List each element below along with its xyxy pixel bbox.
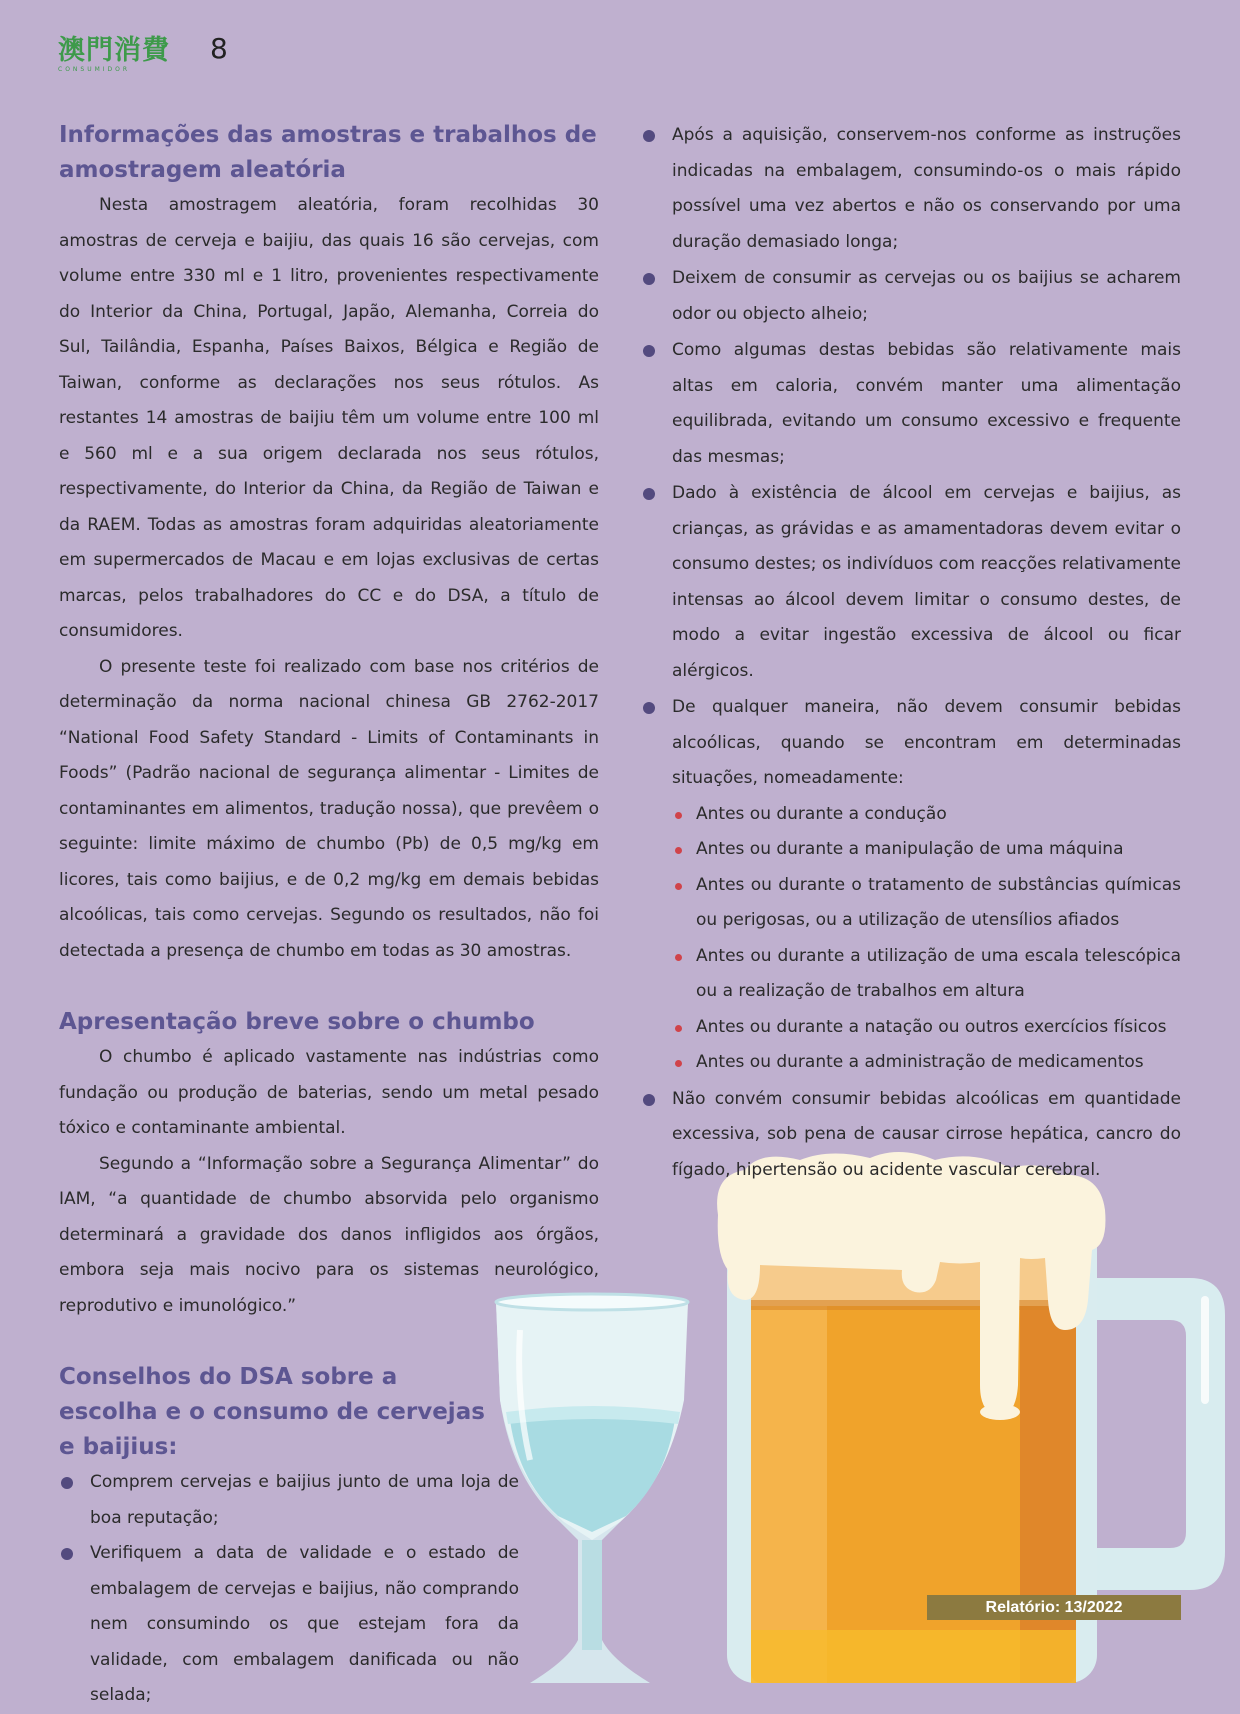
page-number: 8 [210, 32, 228, 65]
situations-list [672, 797, 1181, 1081]
lead-heading: Apresentação breve sobre o chumbo [59, 1009, 535, 1035]
lead-paragraph-2: Segundo a “Informação sobre a Segurança Alimentar” do IAM, “a quantidade de chumbo absorvida pelo organismo determinará a gravidade dos danos infligidos aos órgãos, embora seja mais nocivo para os sistemas neurológico, reprodutivo e imunológico.” [59, 1153, 599, 1316]
lead-paragraph-1: O chumbo é aplicado vastamente nas indústrias como fundação ou produção de baterias, sendo um metal pesado tóxico e contaminante ambiental. [59, 1047, 599, 1138]
situation-item: Antes ou durante o tratamento de substâncias químicas ou perigosas, ou a utilização de utensílios afiados [672, 868, 1181, 939]
list-item-text: De qualquer maneira, não devem consumir bebidas alcoólicas, quando se encontram em determinadas situações, nomeadamente: [672, 697, 1181, 788]
samples-paragraph-1: Nesta amostragem aleatória, foram recolhidas 30 amostras de cerveja e baijiu, das quais 16 são cervejas, com volume entre 330 ml e 1 litro, provenientes respectivamente do Interior da China, Portugal, Japão, Alemanha, Correia do Sul, Tailândia, Espanha, Países Baixos, Bélgica e Região de Taiwan, conforme as declarações nos seus rótulos. As restantes 14 amostras de baijiu têm um volume entre 100 ml e 560 ml e a sua origem declarada nos seus rótulos, respectivamente, do Interior da China, da Região de Taiwan e da RAEM. Todas as amostras foram adquiridas aleatoriamente em supermercados de Macau e em lojas exclusivas de certas marcas, pelos trabalhadores do CC e do DSA, a título de consumidores. [59, 195, 599, 641]
list-item: Deixem de consumir as cervejas ou os baijius se acharem odor ou objecto alheio; [641, 261, 1181, 332]
situation-item: Antes ou durante a natação ou outros exercícios físicos [672, 1010, 1181, 1046]
right-column [641, 118, 1181, 1189]
situation-item: Antes ou durante a administração de medicamentos [672, 1045, 1181, 1081]
advice-heading: Conselhos do DSA sobre a escolha e o consumo de cervejas e baijius: [59, 1364, 485, 1460]
list-item: Verifiquem a data de validade e o estado de embalagem de cervejas e baijius, não comprando nem consumindo os que estejam fora da validade, com embalagem danificada ou não selada; [59, 1536, 519, 1714]
samples-heading: Informações das amostras e trabalhos de amostragem aleatória [59, 122, 597, 183]
list-item: Dado à existência de álcool em cervejas e baijius, as crianças, as grávidas e as amamentadoras devem evitar o consumo destes; os indivíduos com reacções relativamente intensas ao álcool devem limitar o consumo destes, de modo a evitar ingestão excessiva de álcool ou ficar alérgicos. [641, 476, 1181, 689]
list-item: Como algumas destas bebidas são relativamente mais altas em caloria, convém manter uma alimentação equilibrada, evitando um consumo excessivo e frequente das mesmas; [641, 333, 1181, 475]
situation-item: Antes ou durante a manipulação de uma máquina [672, 832, 1181, 868]
logo [58, 36, 170, 76]
list-item: Comprem cervejas e baijius junto de uma loja de boa reputação; [59, 1465, 519, 1536]
list-item: Após a aquisição, conservem-nos conforme as instruções indicadas na embalagem, consumindo-os o mais rápido possível uma vez abertos e não os conservando por uma duração demasiado longa; [641, 118, 1181, 260]
logo-subtext: CONSUMIDOR [58, 66, 131, 73]
list-item: Não convém consumir bebidas alcoólicas em quantidade excessiva, sob pena de causar cirrose hepática, cancro do fígado, hipertensão ou acidente vascular cerebral. [641, 1082, 1181, 1189]
situation-item: Antes ou durante a utilização de uma escala telescópica ou a realização de trabalhos em altura [672, 939, 1181, 1010]
samples-paragraph-2: O presente teste foi realizado com base nos critérios de determinação da norma nacional chinesa GB 2762-2017 “National Food Safety Standard - Limits of Contaminants in Foods” (Padrão nacional de segurança alimentar - Limites de contaminantes em alimentos, tradução nossa), que prevêem o seguinte: limite máximo de chumbo (Pb) de 0,5 mg/kg em licores, tais como baijius, e de 0,2 mg/kg em demais bebidas alcoólicas, tais como cervejas. Segundo os resultados, não foi detectada a presença de chumbo em todas as 30 amostras. [59, 656, 599, 961]
report-badge: Relatório: 13/2022 [927, 1595, 1181, 1620]
advice-list-left [59, 1465, 519, 1714]
list-item [641, 690, 1181, 1081]
advice-list-right [641, 118, 1181, 1188]
situation-item: Antes ou durante a condução [672, 797, 1181, 833]
left-column [59, 118, 599, 1714]
logo-text: 澳門消費 [58, 35, 170, 66]
